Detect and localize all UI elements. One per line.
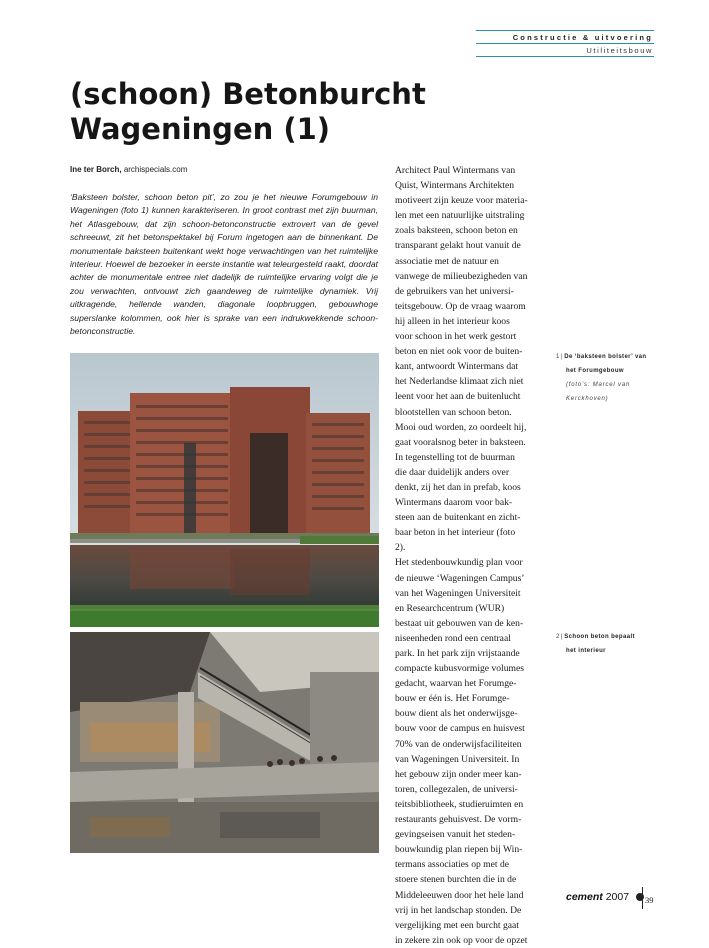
section-label: Constructie & uitvoering (512, 33, 653, 42)
page-number: 39 (645, 895, 654, 905)
exterior-illustration (70, 353, 379, 627)
interior-illustration (70, 632, 379, 853)
caption-1-credit1: (foto’s: Marcel van (566, 382, 631, 388)
title-line-1: (schoon) Betonburcht (70, 77, 426, 111)
magazine-name: cement (566, 891, 603, 903)
caption-photo-2 (556, 630, 661, 658)
byline (70, 165, 187, 174)
footer-divider (642, 887, 643, 909)
header-rule-top (476, 30, 654, 31)
magazine-footer (566, 891, 644, 903)
caption-1-line1: De ‘baksteen bolster’ van (564, 354, 647, 360)
caption-1-number: 1 | (556, 354, 563, 360)
magazine-year: 2007 (605, 891, 630, 903)
caption-2-line1: Schoon beton bepaalt (564, 634, 635, 640)
caption-photo-1 (556, 350, 661, 406)
header-rule-bottom (476, 56, 654, 57)
author-name: Ine ter Borch, (70, 165, 122, 174)
caption-1-line2: het Forumgebouw (566, 368, 624, 374)
article-title (70, 77, 470, 147)
header-rule-middle (476, 43, 654, 44)
photo-forum-exterior (70, 353, 379, 627)
photo-forum-interior (70, 632, 379, 853)
subsection-label: Utiliteitsbouw (586, 46, 653, 55)
intro-paragraph: ‘Baksteen bolster, schoon beton pit’, zo zou je het nieuwe Forumgebouw in Wageningen (foto 1) kunnen karakteriseren. In groot contrast met zijn buurman, het Atlasgebouw, dat zijn schoon-betonconstructie extrovert van de gevel schreeuwt, zit het betonspektakel bij Forum ingetogen aan de binnenkant. De monumentale baksteen buitenkant wekt hoge verwachtingen van het ruimtelijke interieur. Hoewel de bezoeker in eerste instantie wat teleurgesteld raakt, doordat achter de monumentale entree niet dadelijk de ruimtelijke ervaring volgt die je zou verwachten, ontvouwt zich gaandeweg de ruimtelijke dynamiek. Vrij uitkragende, hellende wanden, diagonale loopbruggen, gebouwhoge superslanke kolommen, ook hier is sprake van een indrukwekkende schoon-betonconstructie. (70, 192, 378, 337)
author-source: archispecials.com (123, 165, 188, 174)
body-text: Architect Paul Wintermans van Quist, Wintermans Architekten motiveert zijn keuze voor materia- len met een natuurlijke uitstraling zoals baksteen, schoon beton en transparant gelakt hout vanuit de associatie met de natuur en vanwege de milieubezigheden van de gebruikers van het universi- teitsgebouw. Op de vraag waarom hij alleen in het interieur koos voor schoon in het werk gestort beton en niet ook voor de buiten- kant, antwoordt Wintermans dat het Nederlandse klimaat zich niet leent voor het aan de buitenlucht blootstellen van schoon beton. Mooi oud worden, zo oordeelt hij, gaat vooralsnog beter in baksteen. In tegenstelling tot de buurman die daar duidelijk anders over denkt, zij het dan in prefab, koos Wintermans daarom voor bak- steen aan de buitenkant en zicht- baar beton in het interieur (foto 2). Het stedenbouwkundig plan voor de nieuwe ‘Wageningen Campus’ van het Wageningen Universiteit en Researchcentrum (WUR) bestaat uit gebouwen van de ken- niseenheden rond een centraal park. In het park zijn vrijstaande compacte kubusvormige volumes gedacht, waarvan het Forumge- bouw er één is. Het Forumge- bouw dient als het onderwijsge- bouw voor de campus en huisvest 70% van de onderwijsfaciliteiten van Wageningen Universiteit. In het gebouw zijn onder meer kan- toren, collegezalen, de universi- teitsbibliotheek, studieruimten en restaurants gehuisvest. De vorm- gevingseisen vanuit het steden- bouwkundig plan riepen bij Win- termans associaties op met de stoere stenen burchten die in de Middeleeuwen door het hele land vrij in het landschap stonden. De vergelijking met een burcht gaat in zekere zin ook op voor de opzet (395, 165, 528, 946)
caption-1-credit2: Kerckhoven) (566, 396, 609, 402)
title-line-2: Wageningen (1) (70, 112, 331, 146)
caption-2-line2: het interieur (566, 648, 606, 654)
caption-2-number: 2 | (556, 634, 563, 640)
